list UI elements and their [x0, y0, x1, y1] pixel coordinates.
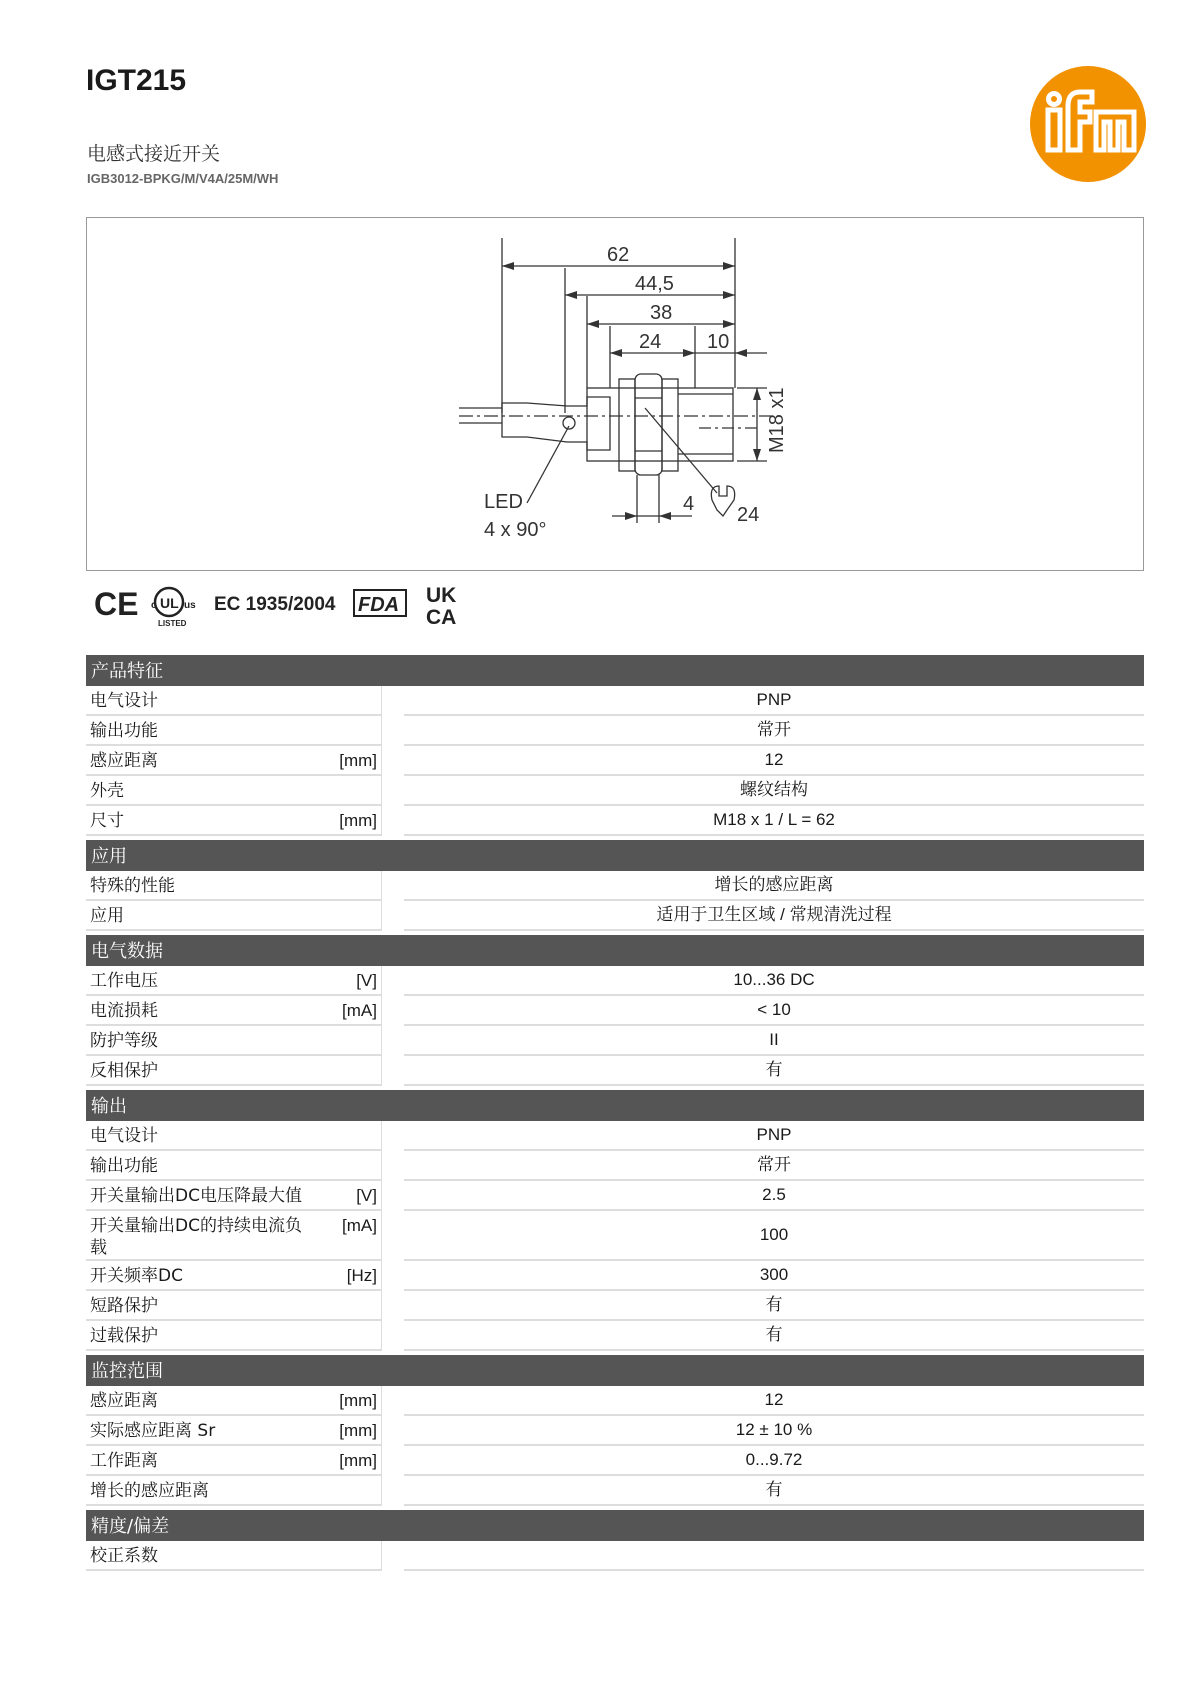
svg-text:UL: UL	[160, 595, 179, 611]
spec-row	[86, 1211, 1144, 1261]
spec-value: 2.5	[404, 1181, 1144, 1211]
dim-4: 4	[683, 493, 695, 515]
spec-label: 增长的感应距离	[90, 1481, 209, 1501]
spec-label: 校正系数	[90, 1546, 158, 1566]
spec-unit: [V]	[356, 1186, 377, 1205]
dim-24: 24	[639, 331, 662, 353]
spec-value: 300	[404, 1261, 1144, 1291]
spec-value: PNP	[404, 1121, 1144, 1151]
spec-label: 感应距离	[90, 751, 158, 771]
ukca-mark	[426, 584, 456, 628]
svg-text:FDA: FDA	[358, 594, 400, 616]
spec-label-cell	[86, 1321, 382, 1351]
spec-value: 有	[404, 1476, 1144, 1506]
spec-label: 输出功能	[90, 721, 158, 741]
spec-label-cell	[86, 1291, 382, 1321]
thread-label: M18 x1	[766, 387, 788, 453]
fda-mark	[354, 590, 406, 616]
spec-row	[86, 871, 1144, 901]
spec-value: 100	[404, 1211, 1144, 1261]
spec-label-cell	[86, 966, 382, 996]
spec-row	[86, 776, 1144, 806]
spec-label-cell	[86, 1261, 382, 1291]
spec-unit: [mm]	[339, 811, 377, 830]
section-header: 产品特征	[86, 655, 1144, 686]
spec-value: M18 x 1 / L = 62	[404, 806, 1144, 836]
dim-44-5: 44,5	[635, 273, 674, 295]
spec-label-cell	[86, 871, 382, 901]
ifm-logo	[1030, 66, 1146, 182]
spec-label-cell	[86, 1026, 382, 1056]
spec-value: 常开	[404, 1151, 1144, 1181]
spec-label-cell	[86, 1541, 382, 1571]
spec-row	[86, 1416, 1144, 1446]
spec-label: 防护等级	[90, 1031, 158, 1051]
svg-text:us: us	[184, 600, 196, 611]
spec-value: 适用于卫生区域 / 常规清洗过程	[404, 901, 1144, 931]
spec-value: 0...9.72	[404, 1446, 1144, 1476]
spec-label: 电流损耗	[90, 1001, 158, 1021]
dimension-drawing	[86, 217, 1144, 571]
spec-label: 尺寸	[90, 811, 124, 831]
ce-mark: CE	[94, 586, 139, 622]
led-label: LED	[484, 491, 523, 513]
article-number: IGB3012-BPKG/M/V4A/25M/WH	[87, 171, 279, 186]
svg-text:CA: CA	[426, 606, 457, 628]
spec-value: 12 ± 10 %	[404, 1416, 1144, 1446]
spec-value: 螺纹结构	[404, 776, 1144, 806]
spec-unit: [mm]	[339, 1421, 377, 1440]
spec-label-cell	[86, 1151, 382, 1181]
spec-row	[86, 1181, 1144, 1211]
spec-row	[86, 1151, 1144, 1181]
spec-unit: [V]	[356, 971, 377, 990]
spec-label: 过载保护	[90, 1326, 158, 1346]
section-header: 电气数据	[86, 935, 1144, 966]
spec-label: 输出功能	[90, 1156, 158, 1176]
spec-value: 12	[404, 746, 1144, 776]
section-header: 监控范围	[86, 1355, 1144, 1386]
product-subtitle: 电感式接近开关	[87, 143, 221, 165]
spec-label-cell	[86, 1416, 382, 1446]
spec-table	[86, 655, 1144, 1593]
spec-label: 工作电压	[90, 971, 158, 991]
spec-row	[86, 1261, 1144, 1291]
svg-text:ifm: ifm	[1030, 66, 1032, 67]
spec-label: 工作距离	[90, 1451, 158, 1471]
dim-10: 10	[707, 331, 730, 353]
spec-label-cell	[86, 716, 382, 746]
spec-label: 短路保护	[90, 1296, 158, 1316]
spec-value: < 10	[404, 996, 1144, 1026]
spec-label: 开关频率DC	[90, 1266, 183, 1286]
spec-value: 有	[404, 1056, 1144, 1086]
spec-unit: [mm]	[339, 1391, 377, 1410]
spec-value	[404, 1541, 1144, 1571]
spec-label-cell	[86, 901, 382, 931]
dim-62: 62	[607, 244, 630, 266]
spec-row	[86, 716, 1144, 746]
spec-label: 开关量输出DC的持续电流负载	[90, 1216, 302, 1258]
spec-row	[86, 996, 1144, 1026]
ul-mark	[151, 588, 196, 628]
spec-row	[86, 1446, 1144, 1476]
spec-row	[86, 1026, 1144, 1056]
spec-value: 10...36 DC	[404, 966, 1144, 996]
spec-label: 电气设计	[90, 691, 158, 711]
svg-text:UK: UK	[426, 584, 457, 607]
spec-unit: [mA]	[342, 1001, 377, 1020]
wrench-size: 24	[737, 504, 760, 526]
spec-label: 电气设计	[90, 1126, 158, 1146]
section-header: 输出	[86, 1090, 1144, 1121]
spec-label: 特殊的性能	[90, 876, 175, 896]
svg-text:c: c	[151, 600, 157, 611]
spec-row	[86, 901, 1144, 931]
spec-value: 有	[404, 1291, 1144, 1321]
spec-value: 有	[404, 1321, 1144, 1351]
spec-label-cell	[86, 776, 382, 806]
spec-label: 实际感应距离 Sr	[90, 1421, 216, 1441]
spec-row	[86, 1386, 1144, 1416]
spec-row	[86, 686, 1144, 716]
spec-value: 增长的感应距离	[404, 871, 1144, 901]
spec-row	[86, 1291, 1144, 1321]
spec-value: PNP	[404, 686, 1144, 716]
spec-label-cell	[86, 1211, 382, 1261]
spec-unit: [mA]	[342, 1216, 377, 1235]
spec-label: 外壳	[90, 781, 124, 801]
spec-value: 常开	[404, 716, 1144, 746]
spec-label-cell	[86, 1386, 382, 1416]
spec-label-cell	[86, 746, 382, 776]
spec-row	[86, 746, 1144, 776]
certification-marks	[92, 580, 492, 628]
spec-label-cell	[86, 1476, 382, 1506]
spec-row	[86, 1121, 1144, 1151]
spec-row	[86, 1541, 1144, 1571]
spec-row	[86, 806, 1144, 836]
spec-unit: [mm]	[339, 751, 377, 770]
spec-label: 开关量输出DC电压降最大值	[90, 1186, 302, 1206]
spec-row	[86, 1321, 1144, 1351]
spec-label-cell	[86, 686, 382, 716]
spec-label-cell	[86, 1181, 382, 1211]
spec-unit: [Hz]	[346, 1266, 377, 1285]
spec-unit: [mm]	[339, 1451, 377, 1470]
dim-38: 38	[650, 302, 673, 324]
spec-label-cell	[86, 1056, 382, 1086]
spec-label-cell	[86, 1446, 382, 1476]
spec-label-cell	[86, 1121, 382, 1151]
spec-row	[86, 966, 1144, 996]
section-header: 精度/偏差	[86, 1510, 1144, 1541]
ec-regulation-mark: EC 1935/2004	[214, 594, 336, 615]
spec-row	[86, 1056, 1144, 1086]
section-header: 应用	[86, 840, 1144, 871]
page-title: IGT215	[86, 64, 187, 97]
spec-label-cell	[86, 806, 382, 836]
spec-label-cell	[86, 996, 382, 1026]
spec-value: II	[404, 1026, 1144, 1056]
svg-text:LISTED: LISTED	[158, 619, 187, 628]
spec-row	[86, 1476, 1144, 1506]
led-angle: 4 x 90°	[484, 519, 547, 541]
spec-value: 12	[404, 1386, 1144, 1416]
spec-label: 应用	[90, 906, 124, 926]
spec-label: 反相保护	[90, 1061, 158, 1081]
spec-label: 感应距离	[90, 1391, 158, 1411]
